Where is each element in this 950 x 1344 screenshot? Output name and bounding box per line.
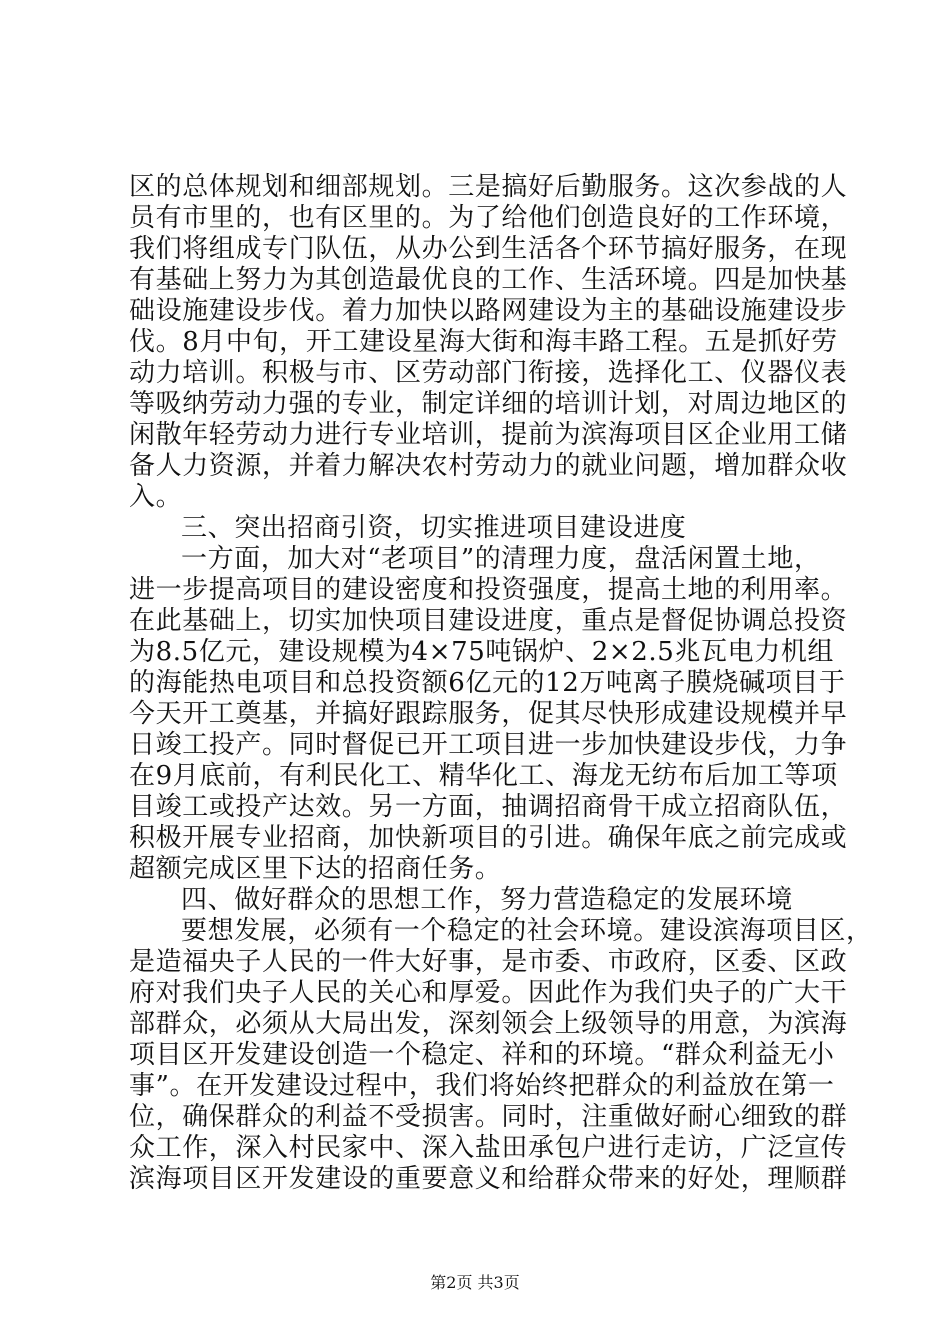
document-body [129, 172, 873, 1195]
text-line: 滨海项目区开发建设的重要意义和给群众带来的好处，理顺群 [129, 1164, 848, 1194]
text-line: 动力培训。积极与市、区劳动部门衔接，选择化工、仪器仪表 [129, 358, 848, 388]
text-line: 员有市里的，也有区里的。为了给他们创造良好的工作环境， [129, 203, 848, 233]
section-heading: 三、突出招商引资，切实推进项目建设进度 [181, 513, 687, 543]
text-line: 在9月底前，有利民化工、精华化工、海龙无纺布后加工等项 [129, 761, 838, 791]
text-line: 入。 [129, 482, 183, 512]
text-line: 府对我们央子人民的关心和厚爱。因此作为我们央子的广大干 [129, 978, 848, 1008]
section-heading: 四、做好群众的思想工作，努力营造稳定的发展环境 [181, 885, 793, 915]
text-line: 在此基础上，切实加快项目建设进度，重点是督促协调总投资 [129, 606, 848, 636]
text-line: 区的总体规划和细部规划。三是搞好后勤服务。这次参战的人 [129, 172, 848, 202]
text-line: 等吸纳劳动力强的专业，制定详细的培训计划，对周边地区的 [129, 389, 848, 419]
text-line: 备人力资源，并着力解决农村劳动力的就业问题，增加群众收 [129, 451, 848, 481]
text-line: 众工作，深入村民家中、深入盐田承包户进行走访，广泛宣传 [129, 1133, 848, 1163]
text-line: 我们将组成专门队伍，从办公到生活各个环节搞好服务，在现 [129, 234, 848, 264]
text-line: 目竣工或投产达效。另一方面，抽调招商骨干成立招商队伍， [129, 792, 848, 822]
text-line: 的海能热电项目和总投资额6亿元的12万吨离子膜烧碱项目于 [129, 668, 846, 698]
text-line: 是造福央子人民的一件大好事，是市委、市政府，区委、区政 [129, 947, 848, 977]
text-line: 超额完成区里下达的招商任务。 [129, 854, 502, 884]
text-line: 位，确保群众的利益不受损害。同时，注重做好耐心细致的群 [129, 1102, 848, 1132]
text-line: 事”。在开发建设过程中，我们将始终把群众的利益放在第一 [129, 1071, 835, 1101]
text-line: 础设施建设步伐。着力加快以路网建设为主的基础设施建设步 [129, 296, 848, 326]
text-line: 今天开工奠基，并搞好跟踪服务，促其尽快形成建设规模并早 [129, 699, 848, 729]
page-number-footer: 第2页 共3页 [430, 1273, 520, 1292]
text-line: 伐。8月中旬，开工建设星海大街和海丰路工程。五是抓好劳 [129, 327, 838, 357]
text-line: 闲散年轻劳动力进行专业培训，提前为滨海项目区企业用工储 [129, 420, 848, 450]
paragraph-start: 要想发展，必须有一个稳定的社会环境。建设滨海项目区， [181, 916, 873, 946]
text-line: 项目区开发建设创造一个稳定、祥和的环境。“群众利益无小 [129, 1040, 835, 1070]
text-line: 进一步提高项目的建设密度和投资强度，提高土地的利用率。 [129, 575, 848, 605]
text-line: 部群众，必须从大局出发，深刻领会上级领导的用意，为滨海 [129, 1009, 848, 1039]
paragraph-start: 一方面，加大对“老项目”的清理力度，盘活闲置土地， [181, 544, 821, 574]
text-line: 为8.5亿元，建设规模为4×75吨锅炉、2×2.5兆瓦电力机组 [129, 637, 835, 667]
text-line: 日竣工投产。同时督促已开工项目进一步加快建设步伐，力争 [129, 730, 848, 760]
text-line: 积极开展专业招商，加快新项目的引进。确保年底之前完成或 [129, 823, 848, 853]
text-line: 有基础上努力为其创造最优良的工作、生活环境。四是加快基 [129, 265, 848, 295]
